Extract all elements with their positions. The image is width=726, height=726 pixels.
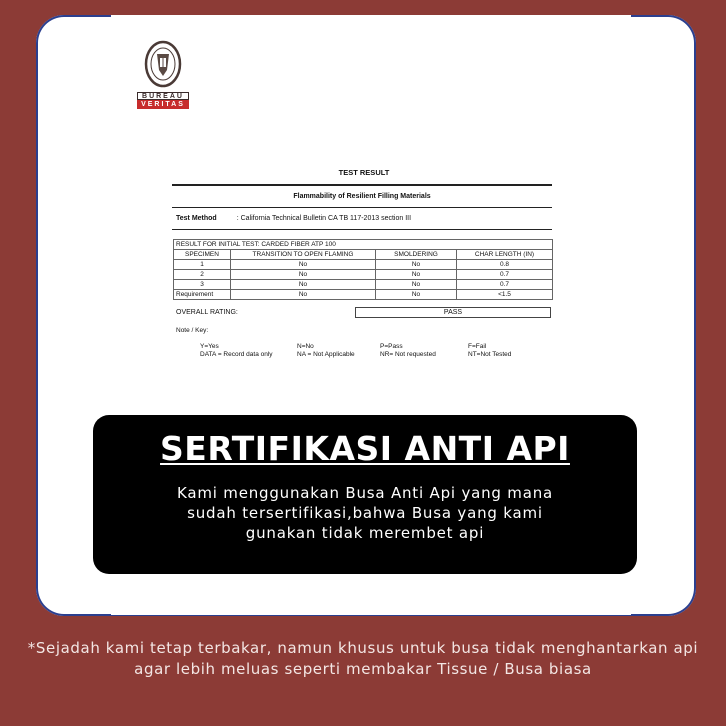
cell: No xyxy=(376,280,457,290)
key-item: NT=Not Tested xyxy=(468,351,512,358)
logo-wordmark-top: BUREAU xyxy=(137,92,189,100)
cell: 1 xyxy=(174,260,231,270)
certification-banner xyxy=(93,415,637,574)
document-subtitle: Flammability of Resilient Filling Materials xyxy=(293,193,431,200)
cell: 2 xyxy=(174,270,231,280)
test-method xyxy=(176,215,411,222)
cell: <1.5 xyxy=(457,290,553,300)
overall-rating-label: OVERALL RATING: xyxy=(176,309,238,316)
cell: No xyxy=(376,260,457,270)
note-key-label: Note / Key: xyxy=(176,327,209,334)
banner-text: Kami menggunakan Busa Anti Api yang mana sudah tersertifikasi,bahwa Busa yang kami gunakan tidak merembet api xyxy=(176,484,554,542)
table-header-row xyxy=(174,250,553,260)
key-item: Y=Yes xyxy=(200,343,219,350)
header-smoldering: SMOLDERING xyxy=(376,250,457,260)
table-row xyxy=(174,290,553,300)
header-transition: TRANSITION TO OPEN FLAMING xyxy=(231,250,376,260)
cell: No xyxy=(376,290,457,300)
key-item: F=Fail xyxy=(468,343,487,350)
footnote: *Sejadah kami tetap terbakar, namun khusus untuk busa tidak menghantarkan api agar lebih meluas seperti membakar Tissue / Busa biasa xyxy=(27,639,699,678)
table-row xyxy=(174,280,553,290)
subtitle-rule xyxy=(172,207,552,208)
test-method-label: Test Method xyxy=(176,215,217,222)
key-item: NA = Not Applicable xyxy=(297,351,355,358)
method-rule xyxy=(172,229,552,230)
cell: 0.7 xyxy=(457,270,553,280)
table-row xyxy=(174,270,553,280)
cell: No xyxy=(231,280,376,290)
bureau-veritas-logo xyxy=(137,40,189,112)
test-method-value: : California Technical Bulletin CA TB 117-2013 section III xyxy=(236,215,412,222)
cell: 3 xyxy=(174,280,231,290)
cell: 0.7 xyxy=(457,280,553,290)
cell: 0.8 xyxy=(457,260,553,270)
logo-wordmark-bottom: VERITAS xyxy=(137,100,189,109)
cell: No xyxy=(231,260,376,270)
overall-rating xyxy=(173,307,553,318)
seal-icon xyxy=(144,40,182,90)
overall-rating-value: PASS xyxy=(355,307,551,318)
cell: No xyxy=(376,270,457,280)
key-item: N=No xyxy=(297,343,314,350)
header-char-length: CHAR LENGTH (IN) xyxy=(457,250,553,260)
table-caption-row xyxy=(174,240,553,250)
table-caption: RESULT FOR INITIAL TEST: CARDED FIBER ATP 100 xyxy=(174,240,553,250)
table-row xyxy=(174,260,553,270)
title-rule xyxy=(172,184,552,186)
banner-title: SERTIFIKASI ANTI API xyxy=(160,429,570,468)
results-table xyxy=(173,239,553,300)
key-item: DATA = Record data only xyxy=(200,351,273,358)
cell: No xyxy=(231,290,376,300)
cell: Requirement xyxy=(174,290,231,300)
header-specimen: SPECIMEN xyxy=(174,250,231,260)
cell: No xyxy=(231,270,376,280)
document-title: TEST RESULT xyxy=(338,168,390,177)
key-item: NR= Not requested xyxy=(380,351,436,358)
key-item: P=Pass xyxy=(380,343,403,350)
